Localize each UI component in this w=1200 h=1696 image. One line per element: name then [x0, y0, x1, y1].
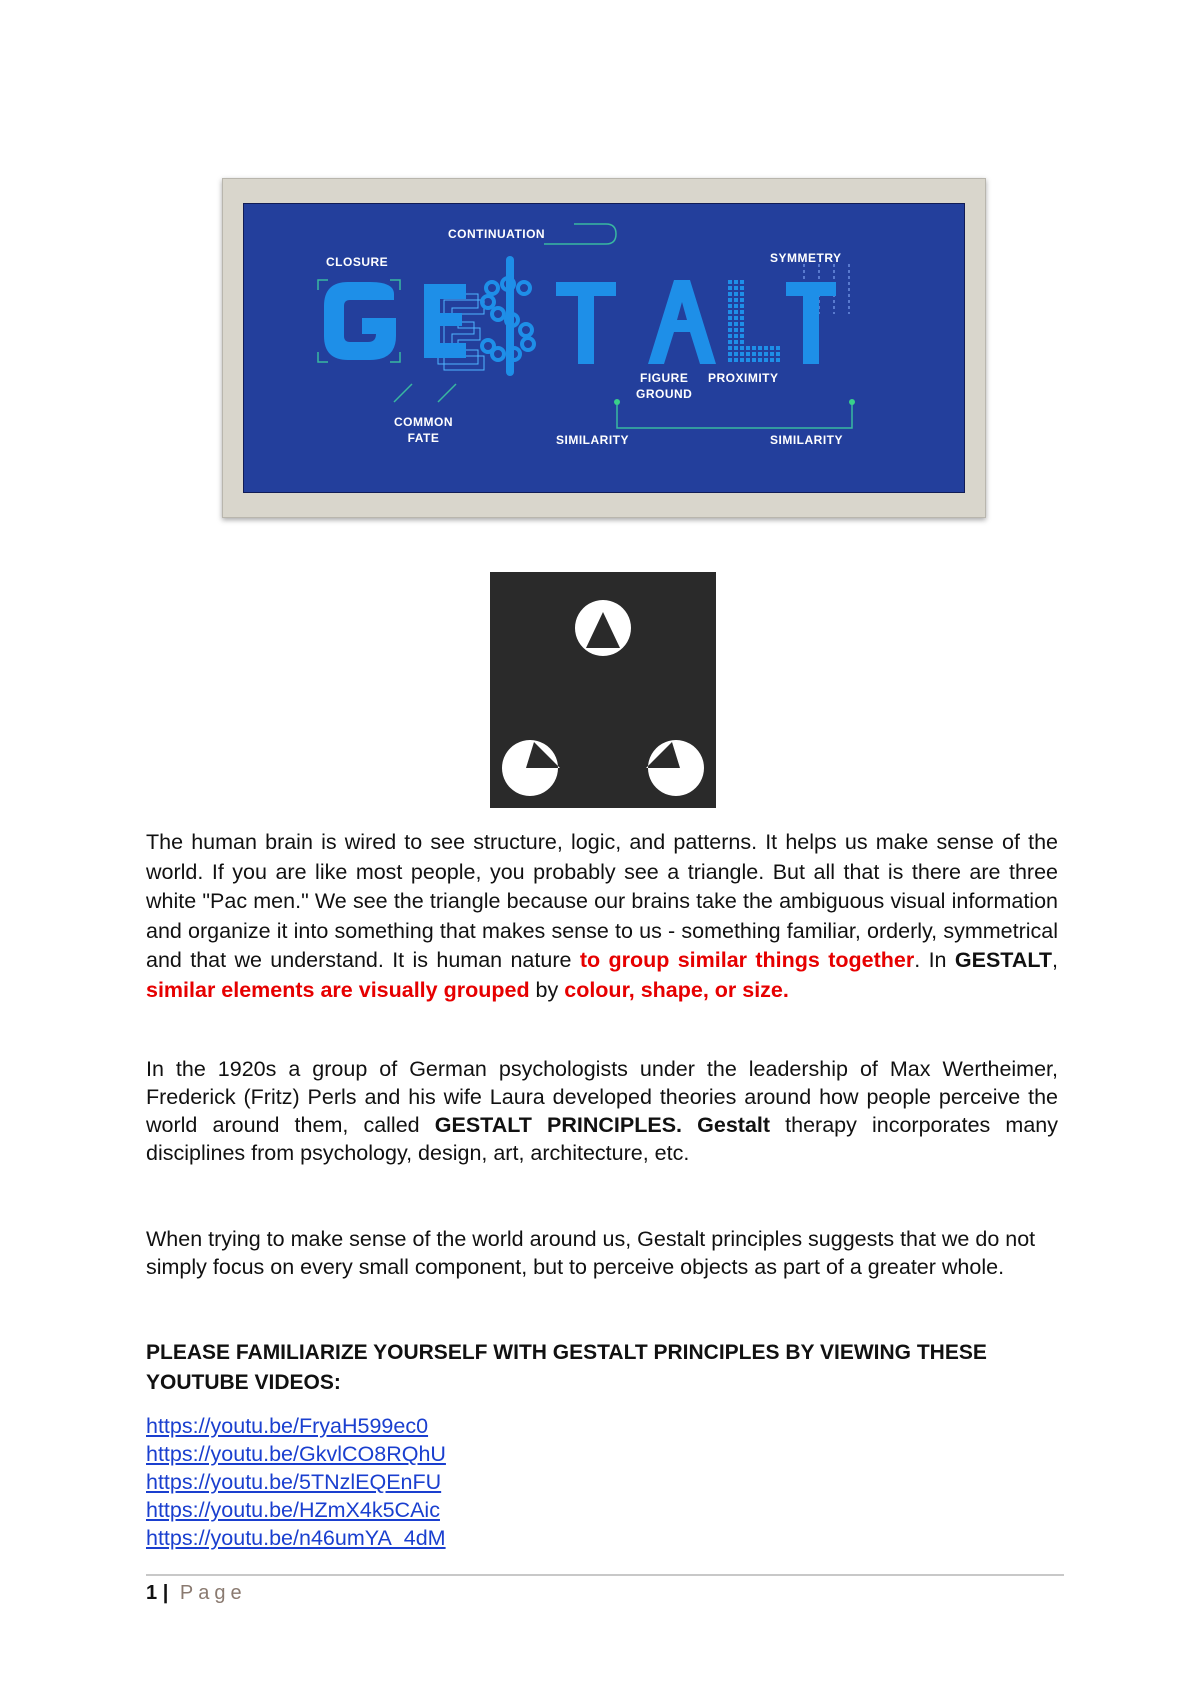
label-common-fate: COMMON FATE [394, 415, 453, 445]
page-number: 1 [146, 1582, 158, 1604]
label-proximity: PROXIMITY [708, 371, 779, 385]
letter-e [438, 294, 484, 370]
l-dot [734, 328, 738, 332]
history-space [682, 1113, 697, 1137]
dollar-bar [506, 256, 514, 376]
l-dot [740, 292, 744, 296]
l-dot [752, 358, 756, 362]
intro-text-4: by [529, 977, 565, 1002]
l-dot [740, 346, 744, 350]
paragraph-whole [146, 1225, 1058, 1281]
gestalt-banner-image [222, 178, 986, 518]
page-separator: | [162, 1582, 169, 1604]
gestalt-banner [243, 203, 965, 493]
l-dot [746, 358, 750, 362]
l-dot [728, 298, 732, 302]
l-dot [776, 358, 780, 362]
intro-text-2: . In [914, 948, 955, 972]
l-dot [776, 352, 780, 356]
l-dot [740, 304, 744, 308]
whole-text: When trying to make sense of the world around us, Gestalt principles suggests that we do not simply focus on every small component, but to perceive objects as part of a greater whole. [146, 1227, 1036, 1279]
letter-t-2 [786, 282, 836, 364]
similarity-dot-right [849, 399, 855, 405]
history-text: In the 1920s a group of German psychologists under the leadership of Max Wertheimer, Frederick (Fritz) Perls and his wife Laura developed theories around how people perceive the world around them, called [146, 1057, 1058, 1137]
l-dot [770, 346, 774, 350]
intro-text-3: , [1052, 948, 1058, 972]
l-dot [740, 280, 744, 284]
l-dot [734, 334, 738, 338]
history-gestalt-bold: Gestalt [697, 1113, 771, 1137]
pacman-bottom-left [502, 740, 560, 796]
l-dot [728, 334, 732, 338]
l-dot [734, 358, 738, 362]
l-dot [734, 322, 738, 326]
l-dot [734, 310, 738, 314]
l-dot [740, 340, 744, 344]
l-dot [734, 304, 738, 308]
l-dot [734, 286, 738, 290]
l-dot [734, 292, 738, 296]
letter-g [324, 282, 396, 360]
l-dot [728, 286, 732, 290]
l-dot [734, 352, 738, 356]
l-dot [728, 316, 732, 320]
video-link-3[interactable]: https://youtu.be/5TNzlEQEnFU [146, 1470, 442, 1494]
l-dot [734, 346, 738, 350]
similarity-connector [617, 402, 852, 428]
label-closure: CLOSURE [326, 255, 389, 269]
page-label: Page [179, 1582, 247, 1604]
l-dot [740, 316, 744, 320]
kanizsa-triangle-illusion [490, 572, 716, 808]
l-dot [752, 346, 756, 350]
page-footer [146, 1580, 247, 1606]
l-dot [758, 352, 762, 356]
gestalt-artwork [244, 204, 965, 493]
pacman-bottom-right [646, 740, 704, 796]
history-principles-bold: GESTALT PRINCIPLES. [434, 1113, 683, 1137]
l-dot [764, 358, 768, 362]
l-dot [740, 286, 744, 290]
l-dot [734, 298, 738, 302]
letter-l-dotted [714, 270, 780, 354]
label-symmetry: SYMMETRY [770, 251, 842, 265]
l-dot [728, 310, 732, 314]
l-dot [734, 316, 738, 320]
l-dot [728, 280, 732, 284]
l-dot [770, 358, 774, 362]
intro-gestalt-bold: GESTALT [954, 948, 1053, 972]
l-dot [728, 304, 732, 308]
videos-heading: PLEASE FAMILIARIZE YOURSELF WITH GESTALT PRINCIPLES BY VIEWING THESE YOUTUBE VIDEOS: [146, 1341, 987, 1394]
l-dot [740, 334, 744, 338]
label-similarity-left: SIMILARITY [556, 433, 629, 447]
l-dot [728, 322, 732, 326]
continuation-line [544, 224, 616, 244]
label-similarity-right: SIMILARITY [770, 433, 843, 447]
footer-divider [146, 1574, 1064, 1576]
history-text-2: therapy incorporates many disciplines from psychology, design, art, architecture, etc. [146, 1113, 1058, 1165]
l-dot [728, 358, 732, 362]
l-dot [746, 352, 750, 356]
l-dot [758, 346, 762, 350]
intro-text: The human brain is wired to see structure, logic, and patterns. It helps us make sense of the world. If you are like most people, you probably see a triangle. But all that is there are three white "Pac men." We see the triangle because our brains take the ambiguous visual information and organize it into something that makes sense to us - something familiar, orderly, symmetrical and that we understand. It is human nature [146, 830, 1058, 972]
video-link-1[interactable]: https://youtu.be/FryaH599ec0 [146, 1414, 429, 1438]
common-fate-lines [394, 384, 456, 402]
l-dot [758, 358, 762, 362]
l-dot [776, 346, 780, 350]
l-dot [740, 358, 744, 362]
l-dot [740, 310, 744, 314]
intro-highlight-group: to group similar things together [579, 948, 915, 972]
l-dot [740, 352, 744, 356]
intro-highlight-colour: colour, shape, or size. [564, 977, 789, 1002]
paragraph-history [146, 1055, 1058, 1167]
l-dot [752, 352, 756, 356]
pacman-top [575, 600, 631, 656]
l-dot [740, 322, 744, 326]
l-dot [740, 298, 744, 302]
letter-t-1 [556, 282, 616, 364]
l-dot [764, 346, 768, 350]
paragraph-intro [146, 828, 1058, 1005]
l-dot [728, 352, 732, 356]
video-link-5[interactable]: https://youtu.be/n46umYA_4dM [146, 1526, 446, 1550]
l-dot [770, 352, 774, 356]
l-dot [728, 328, 732, 332]
intro-highlight-elements: similar elements are visually grouped [146, 977, 530, 1002]
letter-l-dot-grid [728, 280, 780, 362]
l-dot [734, 280, 738, 284]
letter-a [648, 280, 716, 364]
label-continuation: CONTINUATION [448, 227, 546, 241]
l-dot [728, 346, 732, 350]
label-figure-ground: FIGURE GROUND [636, 371, 693, 401]
video-link-4[interactable]: https://youtu.be/HZmX4k5CAic [146, 1498, 440, 1522]
l-dot [728, 292, 732, 296]
l-dot [746, 346, 750, 350]
similarity-dot-left [614, 399, 620, 405]
video-link-2[interactable]: https://youtu.be/GkvlCO8RQhU [146, 1442, 446, 1466]
l-dot [764, 352, 768, 356]
l-dot [734, 340, 738, 344]
l-dot [728, 340, 732, 344]
video-links [146, 1412, 446, 1552]
l-dot [740, 328, 744, 332]
